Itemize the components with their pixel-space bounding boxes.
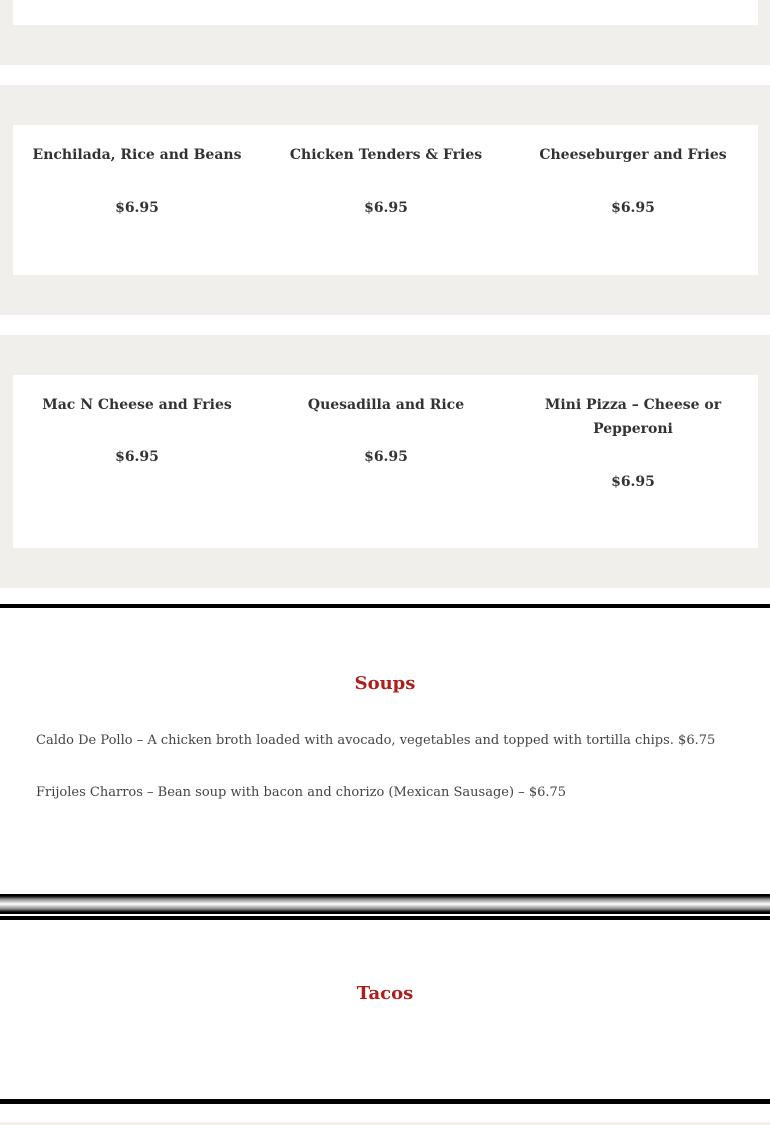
soup-item: Frijoles Charros – Bean soup with bacon and chorizo (Mexican Sausage) – $6.75 <box>36 785 567 800</box>
menu-item <box>271 393 501 467</box>
menu-item <box>22 393 252 467</box>
menu-item-price: $6.95 <box>364 200 408 216</box>
menu-band-row1 <box>0 85 770 315</box>
menu-item <box>22 143 252 218</box>
menu-card-row1 <box>13 125 758 275</box>
menu-item-name: Cheeseburger and Fries <box>539 147 727 163</box>
menu-item-price: $6.95 <box>115 449 159 465</box>
soups-heading: Soups <box>354 673 416 694</box>
menu-item <box>533 393 733 492</box>
menu-band-top <box>0 0 770 65</box>
menu-item-price: $6.95 <box>611 474 655 490</box>
menu-item-name: Enchilada, Rice and Beans <box>32 147 242 163</box>
menu-item-name: Mini Pizza – Cheese or Pepperoni <box>544 397 722 437</box>
menu-item-name: Mac N Cheese and Fries <box>42 397 232 413</box>
menu-item-price: $6.95 <box>115 200 159 216</box>
tacos-heading: Tacos <box>356 983 414 1004</box>
menu-item-name: Quesadilla and Rice <box>307 397 465 413</box>
menu-item-name: Chicken Tenders & Fries <box>289 147 483 163</box>
menu-band-row2 <box>0 335 770 588</box>
menu-card-row2 <box>13 375 758 548</box>
menu-item <box>271 143 501 218</box>
menu-card-top <box>13 0 758 25</box>
menu-item <box>518 143 748 218</box>
menu-item-price: $6.95 <box>611 200 655 216</box>
soup-item: Caldo De Pollo – A chicken broth loaded with avocado, vegetables and topped with tortilla chips. $6.75 <box>36 733 716 748</box>
menu-item-price: $6.95 <box>364 449 408 465</box>
